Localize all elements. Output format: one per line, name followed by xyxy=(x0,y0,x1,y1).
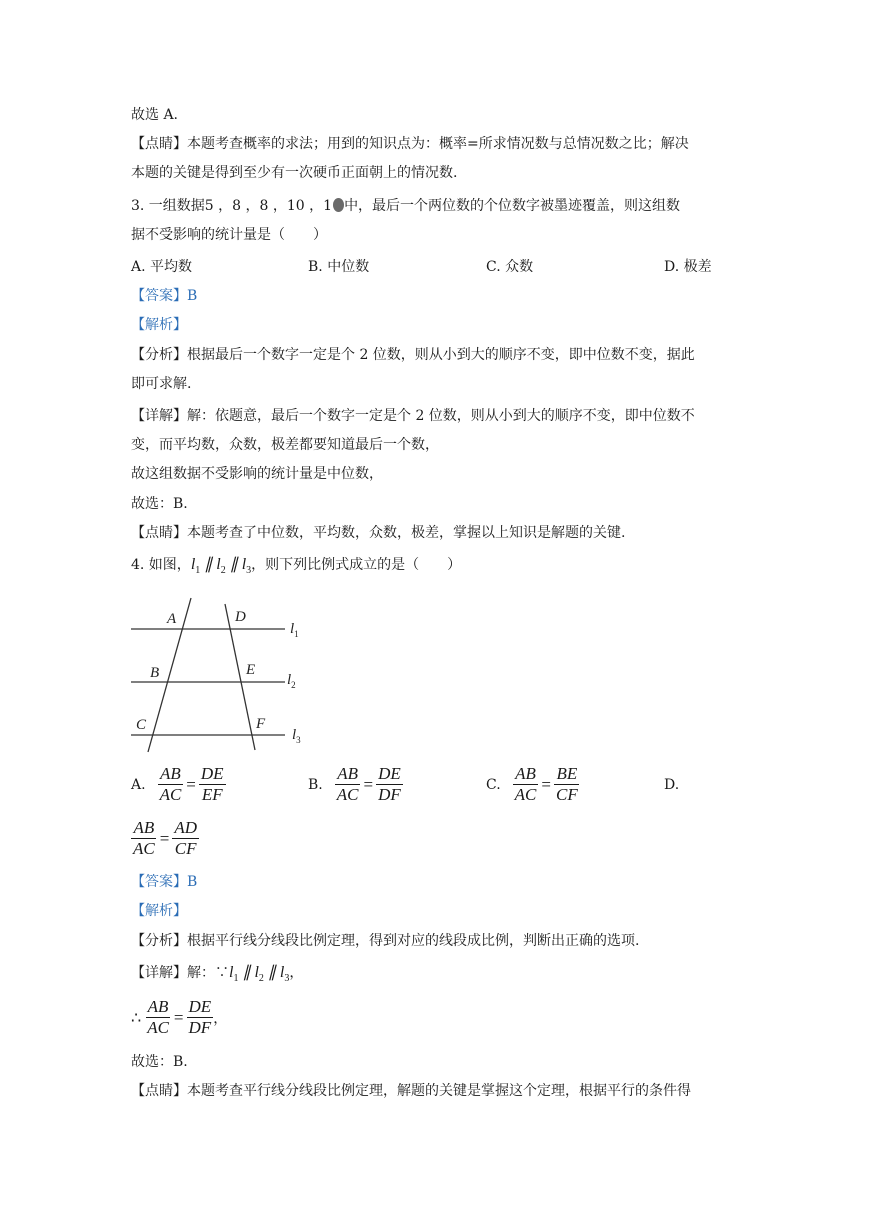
point-label-d: D xyxy=(235,609,246,625)
parallel-statement: $l_1$ ∥ $l_2$ ∥ $l_3$ xyxy=(190,556,252,577)
text-line: 【分析】根据最后一个数字一定是个 2 位数，则从小到大的顺序不变，即中位数不变，据此 xyxy=(131,347,695,363)
text-line: 故选 A. xyxy=(131,107,179,123)
text-line: 据不受影响的统计量是（ ） xyxy=(131,227,327,243)
question-3-stem xyxy=(131,196,680,216)
solution-proportion: ∴ $\frac{AB}{AC}$ = $\frac{DE}{DF}$ ， xyxy=(131,997,228,1037)
line-label-l1: $l_1$ xyxy=(290,621,299,639)
point-label-c: C xyxy=(136,717,147,733)
text-line: 故这组数据不受影响的统计量是中位数， xyxy=(131,466,383,482)
q3-option-c[interactable]: C. 众数 xyxy=(486,259,534,275)
text-line: 即可求解. xyxy=(131,376,192,392)
q4-prefix: 4. 如图， xyxy=(131,557,191,573)
analysis-label: 【解析】 xyxy=(131,317,187,333)
text-line: 变，而平均数，众数，极差都要知道最后一个数， xyxy=(131,437,439,453)
q3-option-b[interactable]: B. 中位数 xyxy=(308,259,370,275)
q3-option-a[interactable]: A. 平均数 xyxy=(131,259,193,275)
answer-label: 【答案】B xyxy=(131,288,198,304)
q4-option-d-label[interactable]: D. xyxy=(664,777,680,793)
q4-option-d[interactable]: $\frac{AB}{AC}$ = $\frac{AD}{CF}$ xyxy=(133,818,197,858)
q3-data-text: 3. 一组数据5 ，8 ，8 ，10 ，1 xyxy=(131,198,333,214)
line-label-l2: $l_2$ xyxy=(287,672,296,690)
point-label-e: E xyxy=(246,662,256,678)
answer-label: 【答案】B xyxy=(131,874,198,890)
text-line: 【点睛】本题考查了中位数，平均数，众数，极差，掌握以上知识是解题的关键. xyxy=(131,525,626,541)
q4-suffix: ，则下列比例式成立的是（ ） xyxy=(251,557,462,573)
q4-option-c[interactable]: C. $\frac{AB}{AC}$ = $\frac{BE}{CF}$ xyxy=(486,764,578,804)
point-label-f: F xyxy=(256,716,266,732)
text-line: 【点睛】本题考查平行线分线段比例定理，解题的关键是掌握这个定理，根据平行的条件得 xyxy=(131,1083,691,1099)
text-line: 【详解】解：依题意，最后一个数字一定是个 2 位数，则从小到大的顺序不变，即中位数不 xyxy=(131,408,695,424)
text-line: 【分析】根据平行线分线段比例定理，得到对应的线段成比例，判断出正确的选项. xyxy=(131,933,640,949)
analysis-label: 【解析】 xyxy=(131,903,187,919)
text-line: 故选：B. xyxy=(131,496,188,512)
question-4-stem xyxy=(131,555,461,581)
line-label-l3: $l_3$ xyxy=(292,727,301,745)
q3-data-text-rest: 中，最后一个两位数的个位数字被墨迹覆盖，则这组数 xyxy=(344,198,681,214)
parallel-statement: $l_1$ ∥ $l_2$ ∥ $l_3$ xyxy=(229,964,290,985)
point-label-b: B xyxy=(150,665,160,681)
text-line: 【点睛】本题考查概率的求法；用到的知识点为：概率=所求情况数与总情况数之比；解决 xyxy=(131,136,689,152)
text-line: 本题的关键是得到至少有一次硬币正面朝上的情况数. xyxy=(131,165,458,181)
ink-blot-icon xyxy=(333,198,344,212)
parallel-lines-figure xyxy=(125,592,315,754)
text-line: 故选：B. xyxy=(131,1054,188,1070)
point-label-a: A xyxy=(167,611,177,627)
q3-option-d[interactable]: D. 极差 xyxy=(664,259,712,275)
q4-option-b[interactable]: B. $\frac{AB}{AC}$ = $\frac{DE}{DF}$ xyxy=(308,764,401,804)
solution-line: 【详解】解：$\because l_1$ ∥ $l_2$ ∥ $l_3$， xyxy=(131,964,304,985)
q4-option-a[interactable]: A. $\frac{AB}{AC}$ = $\frac{DE}{EF}$ xyxy=(131,764,224,804)
